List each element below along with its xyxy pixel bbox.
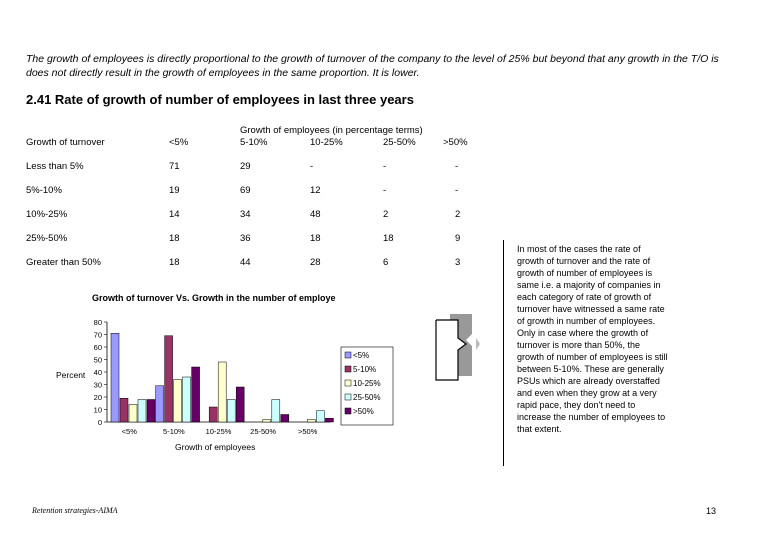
x-tick-label: <5% — [121, 427, 137, 436]
bar — [147, 400, 155, 423]
footer-source: Retention strategies-AIMA — [32, 506, 118, 515]
section-heading: 2.41 Rate of growth of number of employees in last three years — [26, 92, 414, 107]
legend-swatch — [345, 366, 351, 372]
table-cell: 18 — [169, 233, 180, 244]
bar — [209, 407, 217, 422]
y-tick-label: 70 — [93, 330, 102, 340]
table-col-header: >50% — [443, 137, 468, 148]
bracket-arrow-icon — [432, 310, 482, 390]
table-cell: - — [310, 161, 314, 172]
bar — [227, 400, 235, 423]
table-cell: 69 — [240, 185, 251, 196]
legend-swatch — [345, 352, 351, 358]
bar — [272, 400, 280, 423]
x-tick-label: 10-25% — [205, 427, 232, 436]
y-tick-label: 30 — [93, 380, 102, 390]
table-col-header: 25-50% — [383, 137, 416, 148]
table-cell: 44 — [240, 257, 251, 268]
table-cell: 36 — [240, 233, 251, 244]
table-cell: 9 — [455, 233, 461, 244]
bar — [218, 362, 226, 422]
bar — [307, 420, 315, 423]
bar — [156, 386, 164, 422]
bar — [165, 336, 173, 422]
side-commentary: In most of the cases the rate of growth of turnover and the rate of growth of number of employees is same i.e. a majority of companies in each category of rate of growth of turnover have witnessed a same rate of growth in number of employees. Only in case where the growth of turnover is more than 50%, the growth of number of employees is still between 5-10%. These are generally PSUs which are already overstaffed and even when they grow at a very rapid pace, they don't need to increase the number of employees to that extent. — [517, 244, 668, 434]
table-cell: - — [383, 185, 387, 196]
legend-label: 25-50% — [353, 393, 381, 402]
y-tick-label: 10 — [93, 405, 102, 415]
table-row-label: 25%-50% — [26, 233, 68, 244]
y-tick-label: 0 — [97, 418, 102, 427]
table-row-label: 5%-10% — [26, 185, 62, 196]
table-group-header: Growth of employees (in percentage terms) — [240, 125, 423, 136]
table-row-label: Less than 5% — [26, 161, 84, 172]
y-tick-label: 40 — [93, 368, 102, 377]
legend-label: 10-25% — [353, 379, 381, 388]
table-row-label: 10%-25% — [26, 209, 68, 220]
legend-label: <5% — [353, 351, 370, 360]
page-number: 13 — [706, 506, 717, 516]
table-col-header: <5% — [169, 137, 189, 148]
table-cell: 14 — [169, 209, 180, 220]
bar — [129, 405, 137, 423]
legend-label: >50% — [353, 407, 374, 416]
table-cell: - — [383, 161, 387, 172]
table-row-header: Growth of turnover — [26, 137, 105, 148]
table-cell: 48 — [310, 209, 321, 220]
table-col-header: 5-10% — [240, 137, 268, 148]
legend-swatch — [345, 408, 351, 414]
intro-paragraph: The growth of employees is directly proportional to the growth of turnover of the company to the level of 25% but beyond that any growth in the T/O is does not directly result in the growth of employees in the same proportion. It is lower. — [26, 53, 719, 79]
table-cell: 71 — [169, 161, 180, 172]
bar — [263, 420, 271, 423]
bar — [183, 377, 191, 422]
bar — [316, 411, 324, 422]
bar — [192, 367, 200, 422]
chart-title: Growth of turnover Vs. Growth in the number of employe — [92, 293, 336, 303]
table-cell: 18 — [169, 257, 180, 268]
bar — [120, 398, 128, 422]
y-tick-label: 20 — [93, 393, 102, 402]
bar — [236, 387, 244, 422]
divider-line — [503, 240, 504, 466]
x-tick-label: 5-10% — [163, 427, 185, 436]
table-cell: 3 — [455, 257, 461, 268]
table-cell: 34 — [240, 209, 251, 220]
y-tick-label: 80 — [93, 318, 102, 327]
table-cell: 12 — [310, 185, 321, 196]
legend-swatch — [345, 394, 351, 400]
table-cell: 2 — [383, 209, 389, 220]
table-cell: 19 — [169, 185, 180, 196]
bar — [325, 418, 333, 422]
table-col-header: 10-25% — [310, 137, 343, 148]
table-cell: 29 — [240, 161, 251, 172]
table-cell: 28 — [310, 257, 321, 268]
y-tick-label: 60 — [93, 343, 102, 352]
table-cell: - — [455, 185, 459, 196]
table-cell: 18 — [383, 233, 394, 244]
legend-label: 5-10% — [353, 365, 377, 374]
x-tick-label: >50% — [297, 427, 318, 436]
bar — [138, 400, 146, 423]
y-tick-label: 50 — [93, 355, 102, 365]
legend-swatch — [345, 380, 351, 386]
table-cell: - — [455, 161, 459, 172]
table-cell: 2 — [455, 209, 461, 220]
chart-ylabel: Percent — [56, 370, 86, 380]
table-cell: 18 — [310, 233, 321, 244]
bar — [174, 380, 182, 423]
table-row-label: Greater than 50% — [26, 257, 101, 268]
x-tick-label: 25-50% — [250, 427, 277, 436]
chart-xlabel: Growth of employees — [175, 442, 256, 452]
bar — [111, 333, 119, 422]
table-cell: 6 — [383, 257, 389, 268]
bar — [281, 415, 289, 423]
